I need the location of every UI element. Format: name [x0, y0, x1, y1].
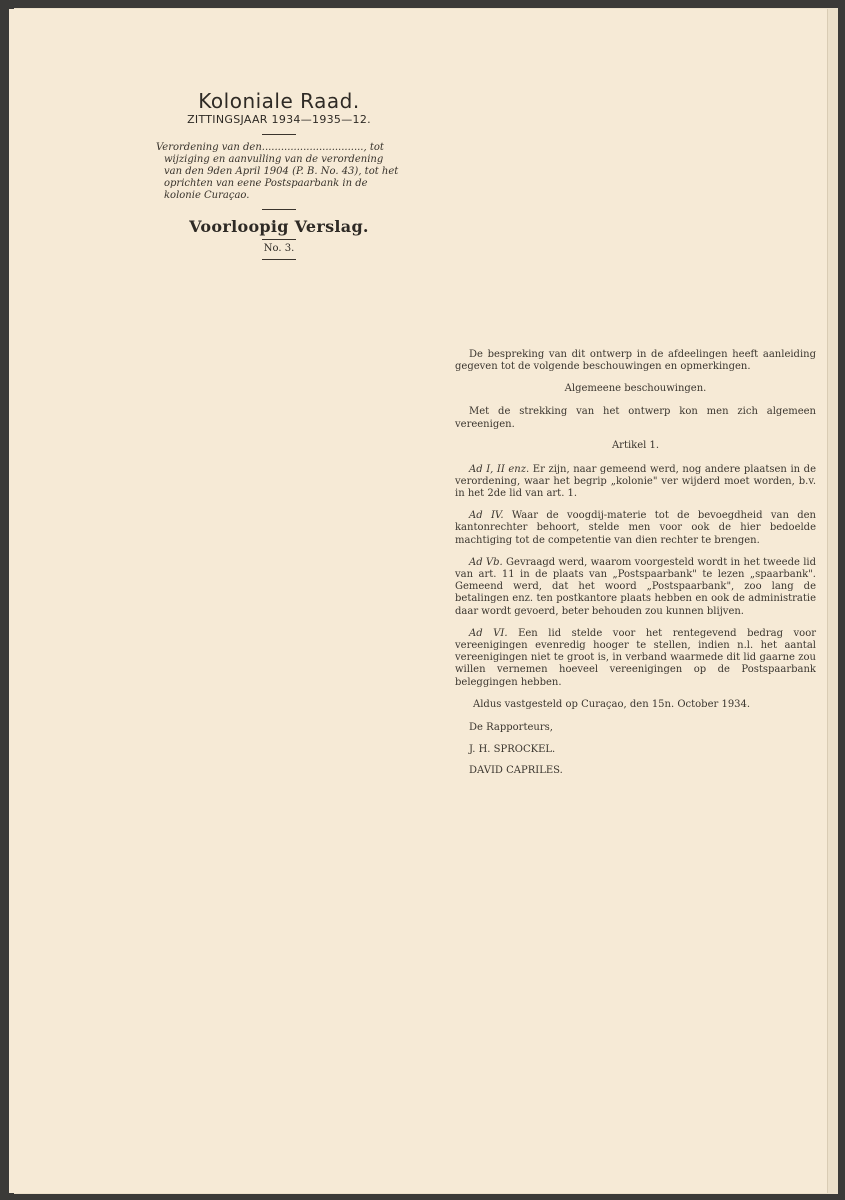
divider — [262, 209, 296, 210]
session-year: ZITTINGSJAAR 1934—1935—12. — [187, 113, 371, 126]
paragraph-text: Een lid stelde voor het rentegevend bedrag voor vereenigingen evenredig hooger te stellen, indien n.l. het aantal vereenigingen niet te groot is, in verband waarmede dit lid gaarne zou willen vernemen hoeveel vereenigingen op de Postspaarbank beleggingen hebben. — [455, 627, 816, 688]
paragraph-lead: Ad I, II enz. — [469, 463, 530, 475]
signatory-1: J. H. SPROCKEL. — [469, 743, 556, 755]
general-heading: Algemeene beschouwingen. — [564, 383, 707, 395]
divider — [262, 239, 296, 240]
article-heading: Artikel 1. — [611, 440, 660, 452]
paragraph-text: Er zijn, naar gemeend werd, nog andere plaatsen in de verordening, waar het begrip „kolonie" ver wijderd moet worden, b.v. in het 2de lid van art. 1. — [455, 463, 816, 500]
document-page — [9, 9, 827, 1193]
paragraph-ad-iv — [455, 510, 816, 547]
report-title: Voorloopig Verslag. — [189, 217, 369, 236]
paragraph-lead: Ad VI. — [469, 627, 508, 639]
council-title: Koloniale Raad. — [198, 89, 360, 113]
document-header — [149, 89, 409, 264]
intro-paragraph: De bespreking van dit ontwerp in de afdeelingen heeft aanleiding gegeven tot de volgende beschouwingen en opmerkingen. — [455, 349, 816, 373]
paragraph-text: Gevraagd werd, waarom voorgesteld wordt in het tweede lid van art. 11 in de plaats van „Postspaarbank" te lezen „spaarbank". Gemeend werd, dat het woord „Postspaarbank", zoo lang de betalingen enz. ten postkantore plaats hebben en ook de administratie daar wordt gevoerd, beter behouden zou kunnen blijven. — [455, 556, 817, 617]
paragraph-lead: Ad IV. — [469, 510, 504, 522]
rapporteurs-label: De Rapporteurs, — [469, 721, 553, 733]
report-number: No. 3. — [263, 243, 295, 254]
paragraph-ad-i — [455, 464, 816, 501]
report-body — [455, 349, 816, 787]
ordinance-description: Verordening van den................................, tot wijziging en aanvulling van de verordening van den 9den April 1904 (P. B. No. 43), tot het oprichten van eene Postspaarbank in de kolonie Curaçao. — [156, 142, 399, 201]
closing-line: Aldus vastgesteld op Curaçao, den 15n. October 1934. — [473, 698, 751, 710]
paragraph-ad-vi — [455, 628, 816, 689]
general-paragraph: Met de strekking van het ontwerp kon men zich algemeen vereenigen. — [455, 406, 816, 430]
divider — [262, 134, 296, 135]
divider — [262, 259, 296, 260]
paragraph-lead: Ad Vb. — [469, 556, 503, 568]
signatory-2: DAVID CAPRILES. — [469, 765, 563, 777]
paragraph-ad-vb — [455, 557, 816, 618]
paragraph-text: Waar de voogdij-materie tot de bevoegdheid van den kantonrechter behoort, stelde men voor ook de hier bedoelde machtiging tot de competentie van dien rechter te brengen. — [455, 510, 816, 546]
